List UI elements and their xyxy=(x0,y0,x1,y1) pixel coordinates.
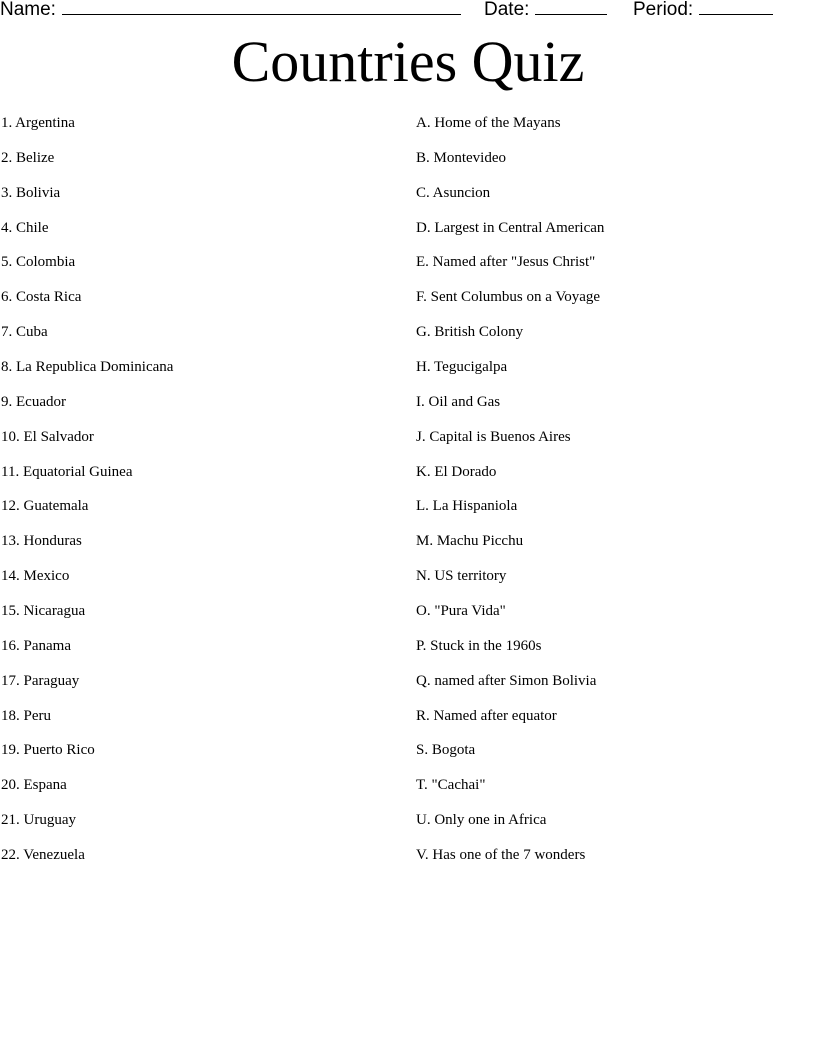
country-item: 22. Venezuela xyxy=(1,847,85,864)
clue-item: M. Machu Picchu xyxy=(416,533,524,550)
country-item: 1. Argentina xyxy=(1,115,75,131)
country-item: 9. Ecuador xyxy=(1,393,66,410)
page-title: Countries Quiz xyxy=(231,29,585,94)
country-item: 20. Espana xyxy=(1,777,67,794)
country-item: 4. Chile xyxy=(1,219,49,236)
country-item: 15. Nicaragua xyxy=(1,603,86,620)
country-item: 5. Colombia xyxy=(1,254,76,271)
country-item: 16. Panama xyxy=(1,637,71,654)
clue-item: S. Bogota xyxy=(416,742,476,759)
country-item: 3. Bolivia xyxy=(1,184,61,201)
clue-item: J. Capital is Buenos Aires xyxy=(416,428,571,445)
date-blank-line[interactable] xyxy=(535,0,607,15)
clue-item: C. Asuncion xyxy=(416,184,491,201)
country-item: 12. Guatemala xyxy=(1,498,89,515)
clue-item: V. Has one of the 7 wonders xyxy=(416,847,586,864)
country-item: 19. Puerto Rico xyxy=(1,742,95,759)
date-field[interactable] xyxy=(484,0,607,21)
clue-item: K. El Dorado xyxy=(416,463,497,480)
name-field[interactable] xyxy=(0,0,461,21)
clue-item: O. "Pura Vida" xyxy=(416,603,506,620)
clue-item: P. Stuck in the 1960s xyxy=(416,637,542,654)
clue-item: U. Only one in Africa xyxy=(416,812,547,829)
countries-list xyxy=(1,112,401,879)
period-field[interactable] xyxy=(633,0,773,21)
clue-item: L. La Hispaniola xyxy=(416,498,518,515)
clue-item: A. Home of the Mayans xyxy=(416,115,561,131)
clue-item: H. Tegucigalpa xyxy=(416,359,508,376)
period-label: Period: xyxy=(633,0,694,20)
period-blank-line[interactable] xyxy=(699,0,773,15)
country-item: 21. Uruguay xyxy=(1,812,76,829)
country-item: 13. Honduras xyxy=(1,533,82,550)
clue-item: R. Named after equator xyxy=(416,707,557,724)
worksheet-header xyxy=(0,0,816,24)
country-item: 10. El Salvador xyxy=(1,428,94,445)
country-item: 2. Belize xyxy=(1,149,55,166)
country-item: 18. Peru xyxy=(1,707,51,724)
country-item: 14. Mexico xyxy=(1,568,70,585)
clue-item: N. US territory xyxy=(416,568,507,585)
name-blank-line[interactable] xyxy=(62,0,461,15)
country-item: 7. Cuba xyxy=(1,324,48,341)
country-item: 11. Equatorial Guinea xyxy=(1,463,133,480)
clue-item: E. Named after "Jesus Christ" xyxy=(416,254,596,271)
country-item: 6. Costa Rica xyxy=(1,289,82,306)
clue-item: T. "Cachai" xyxy=(416,777,486,794)
clues-list xyxy=(416,112,816,879)
clue-item: D. Largest in Central American xyxy=(416,219,605,236)
clue-item: I. Oil and Gas xyxy=(416,393,501,410)
name-label: Name: xyxy=(0,0,56,20)
clue-item: Q. named after Simon Bolivia xyxy=(416,672,597,689)
clue-item: B. Montevideo xyxy=(416,149,506,166)
country-item: 17. Paraguay xyxy=(1,672,80,689)
country-item: 8. La Republica Dominicana xyxy=(1,359,174,376)
clue-item: F. Sent Columbus on a Voyage xyxy=(416,289,601,306)
date-label: Date: xyxy=(484,0,530,20)
clue-item: G. British Colony xyxy=(416,324,524,341)
